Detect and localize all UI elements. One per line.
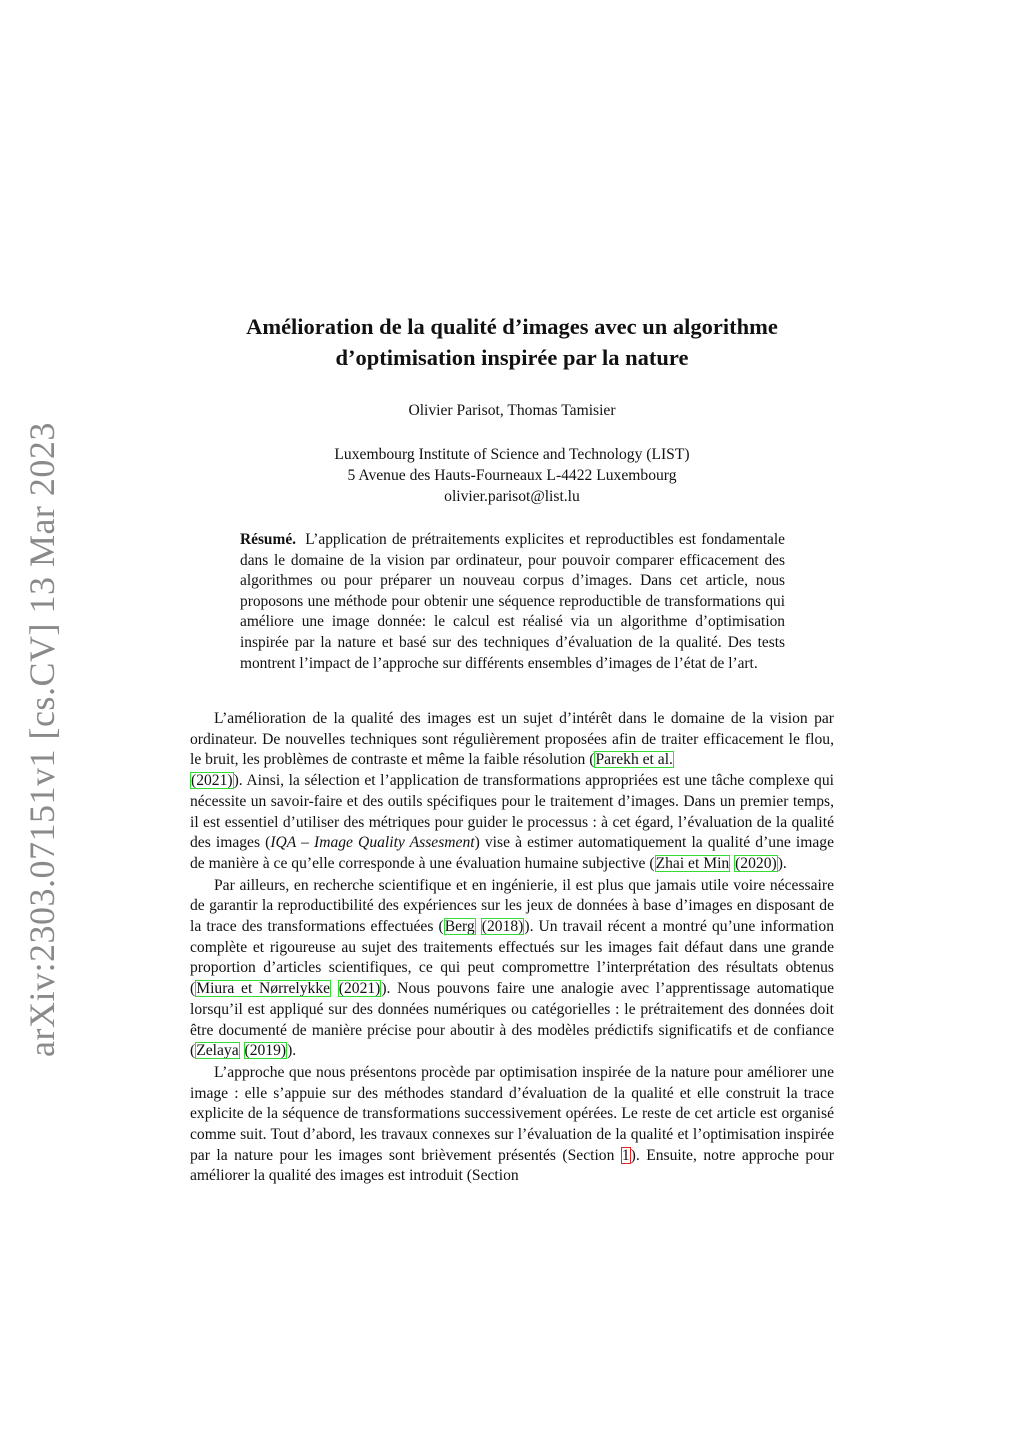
text-run: L’amélioration de la qualité des images est un sujet d’intérêt dans le domaine de la vision par ordinateur. De nouvelles techniques sont régulièrement proposées afin de traiter efficacement le flou, le bruit, les problèmes de contraste et même la faible résolution ( [190, 710, 834, 769]
author-email[interactable]: olivier.parisot@list.lu [444, 488, 580, 505]
paragraph-1 [190, 709, 834, 875]
text-run: ). Ainsi, la sélection et l’application de transformations appropriées est une tâche complexe qui nécessite un savoir-faire et des outils spécifiques pour le traitement d’images. Dans un premier temps, il est essentiel d’utiliser des métriques pour guider le processus : à cet égard, l’évaluation de la qualité des images ( [190, 772, 834, 852]
body-text [190, 709, 834, 1187]
paragraph-2 [190, 876, 834, 1062]
citation-year-link[interactable]: (2021) [191, 772, 233, 790]
citation-link[interactable]: Zhai et Min [655, 854, 730, 872]
text-run: ). Un travail récent a montré qu’une information complète et rigoureuse au sujet des traitements effectués sur les images fait défaut dans une grande proportion d’articles scientifiques, ce qui peut compromettre l’interprétation des résultats obtenus ( [190, 918, 834, 998]
iqa-term: IQA – Image Quality Assesment [270, 834, 475, 852]
citation-link[interactable]: Berg [444, 918, 475, 936]
citation-link[interactable]: Miura et Nørrelykke [196, 980, 331, 998]
title-line-1: Amélioration de la qualité d’images avec un algorithme [246, 314, 778, 339]
citation-year-link[interactable]: (2021) [338, 980, 381, 998]
section-reference-link[interactable]: 1 [621, 1146, 630, 1164]
citation-link[interactable]: Parekh et al. [595, 751, 673, 769]
citation-year-link[interactable]: (2019) [244, 1042, 287, 1060]
citation-link[interactable]: Zelaya [196, 1042, 239, 1060]
text-run: L’approche que nous présentons procède par optimisation inspirée de la nature pour améliorer une image : elle s’appuie sur des méthodes standard d’évaluation de la qualité et elle construit la trace explicite de la séquence de transformations successivement opérées. Le reste de cet article est organisé comme suit. Tout d’abord, les travaux connexes sur l’évaluation de la qualité et l’optimisation inspirée par la nature pour les images sont brièvement présentés (Section [190, 1063, 834, 1164]
title-line-2: d’optimisation inspirée par la nature [335, 345, 689, 370]
paper-title [160, 311, 864, 373]
authors: Olivier Parisot, Thomas Tamisier [408, 402, 616, 419]
affiliation [160, 444, 864, 507]
text-run: ) vise à estimer automatiquement la qualité d’une image de manière à ce qu’elle corresponde à une évaluation humaine subjective ( [190, 834, 834, 872]
text-run: ). Nous pouvons faire une analogie avec l’apprentissage automatique lorsqu’il est appliqué sur des données numériques ou catégorielles : le prétraitement des données doit être documenté de manière précise pour aboutir à des modèles prédictifs significatifs et de confiance ( [190, 980, 834, 1060]
text-run: Par ailleurs, en recherche scientifique et en ingénierie, il est plus que jamais utile voire nécessaire de garantir la reproductibilité des expériences sur les jeux de données à base d’images en disposant de la trace des transformations effectuées ( [190, 876, 834, 936]
text-run: ). [777, 854, 787, 872]
arxiv-sidebar [22, 422, 62, 1057]
text-run: ). [287, 1042, 297, 1060]
citation-year-link[interactable]: (2020) [735, 854, 777, 872]
abstract-text: L’application de prétraitements explicites et reproductibles est fondamentale dans le domaine de la vision par ordinateur, pour pouvoir comparer efficacement des algorithmes ou pour préparer un nouveau corpus d’images. Dans cet article, nous proposons une méthode pour obtenir une séquence reproductible de transformations qui améliore une image donnée: le calcul est réalisé via un algorithme d’optimisation inspirée par la nature et basé sur des techniques d’évaluation de la qualité. Des tests montrent l’impact de l’approche sur différents ensembles d’images de l’état de l’art. [240, 531, 785, 672]
affiliation-address: 5 Avenue des Hauts-Fourneaux L-4422 Luxembourg [347, 467, 677, 484]
arxiv-identifier: arXiv:2303.07151v1 [cs.CV] 13 Mar 2023 [22, 422, 62, 1057]
text-run: ). Ensuite, notre approche pour améliorer la qualité des images est introduit (Section [190, 1146, 834, 1185]
affiliation-institute: Luxembourg Institute of Science and Technology (LIST) [334, 446, 690, 463]
paragraph-3 [190, 1063, 834, 1187]
abstract [240, 530, 785, 674]
abstract-label: Résumé. [240, 531, 296, 548]
citation-year-link[interactable]: (2018) [481, 918, 524, 936]
